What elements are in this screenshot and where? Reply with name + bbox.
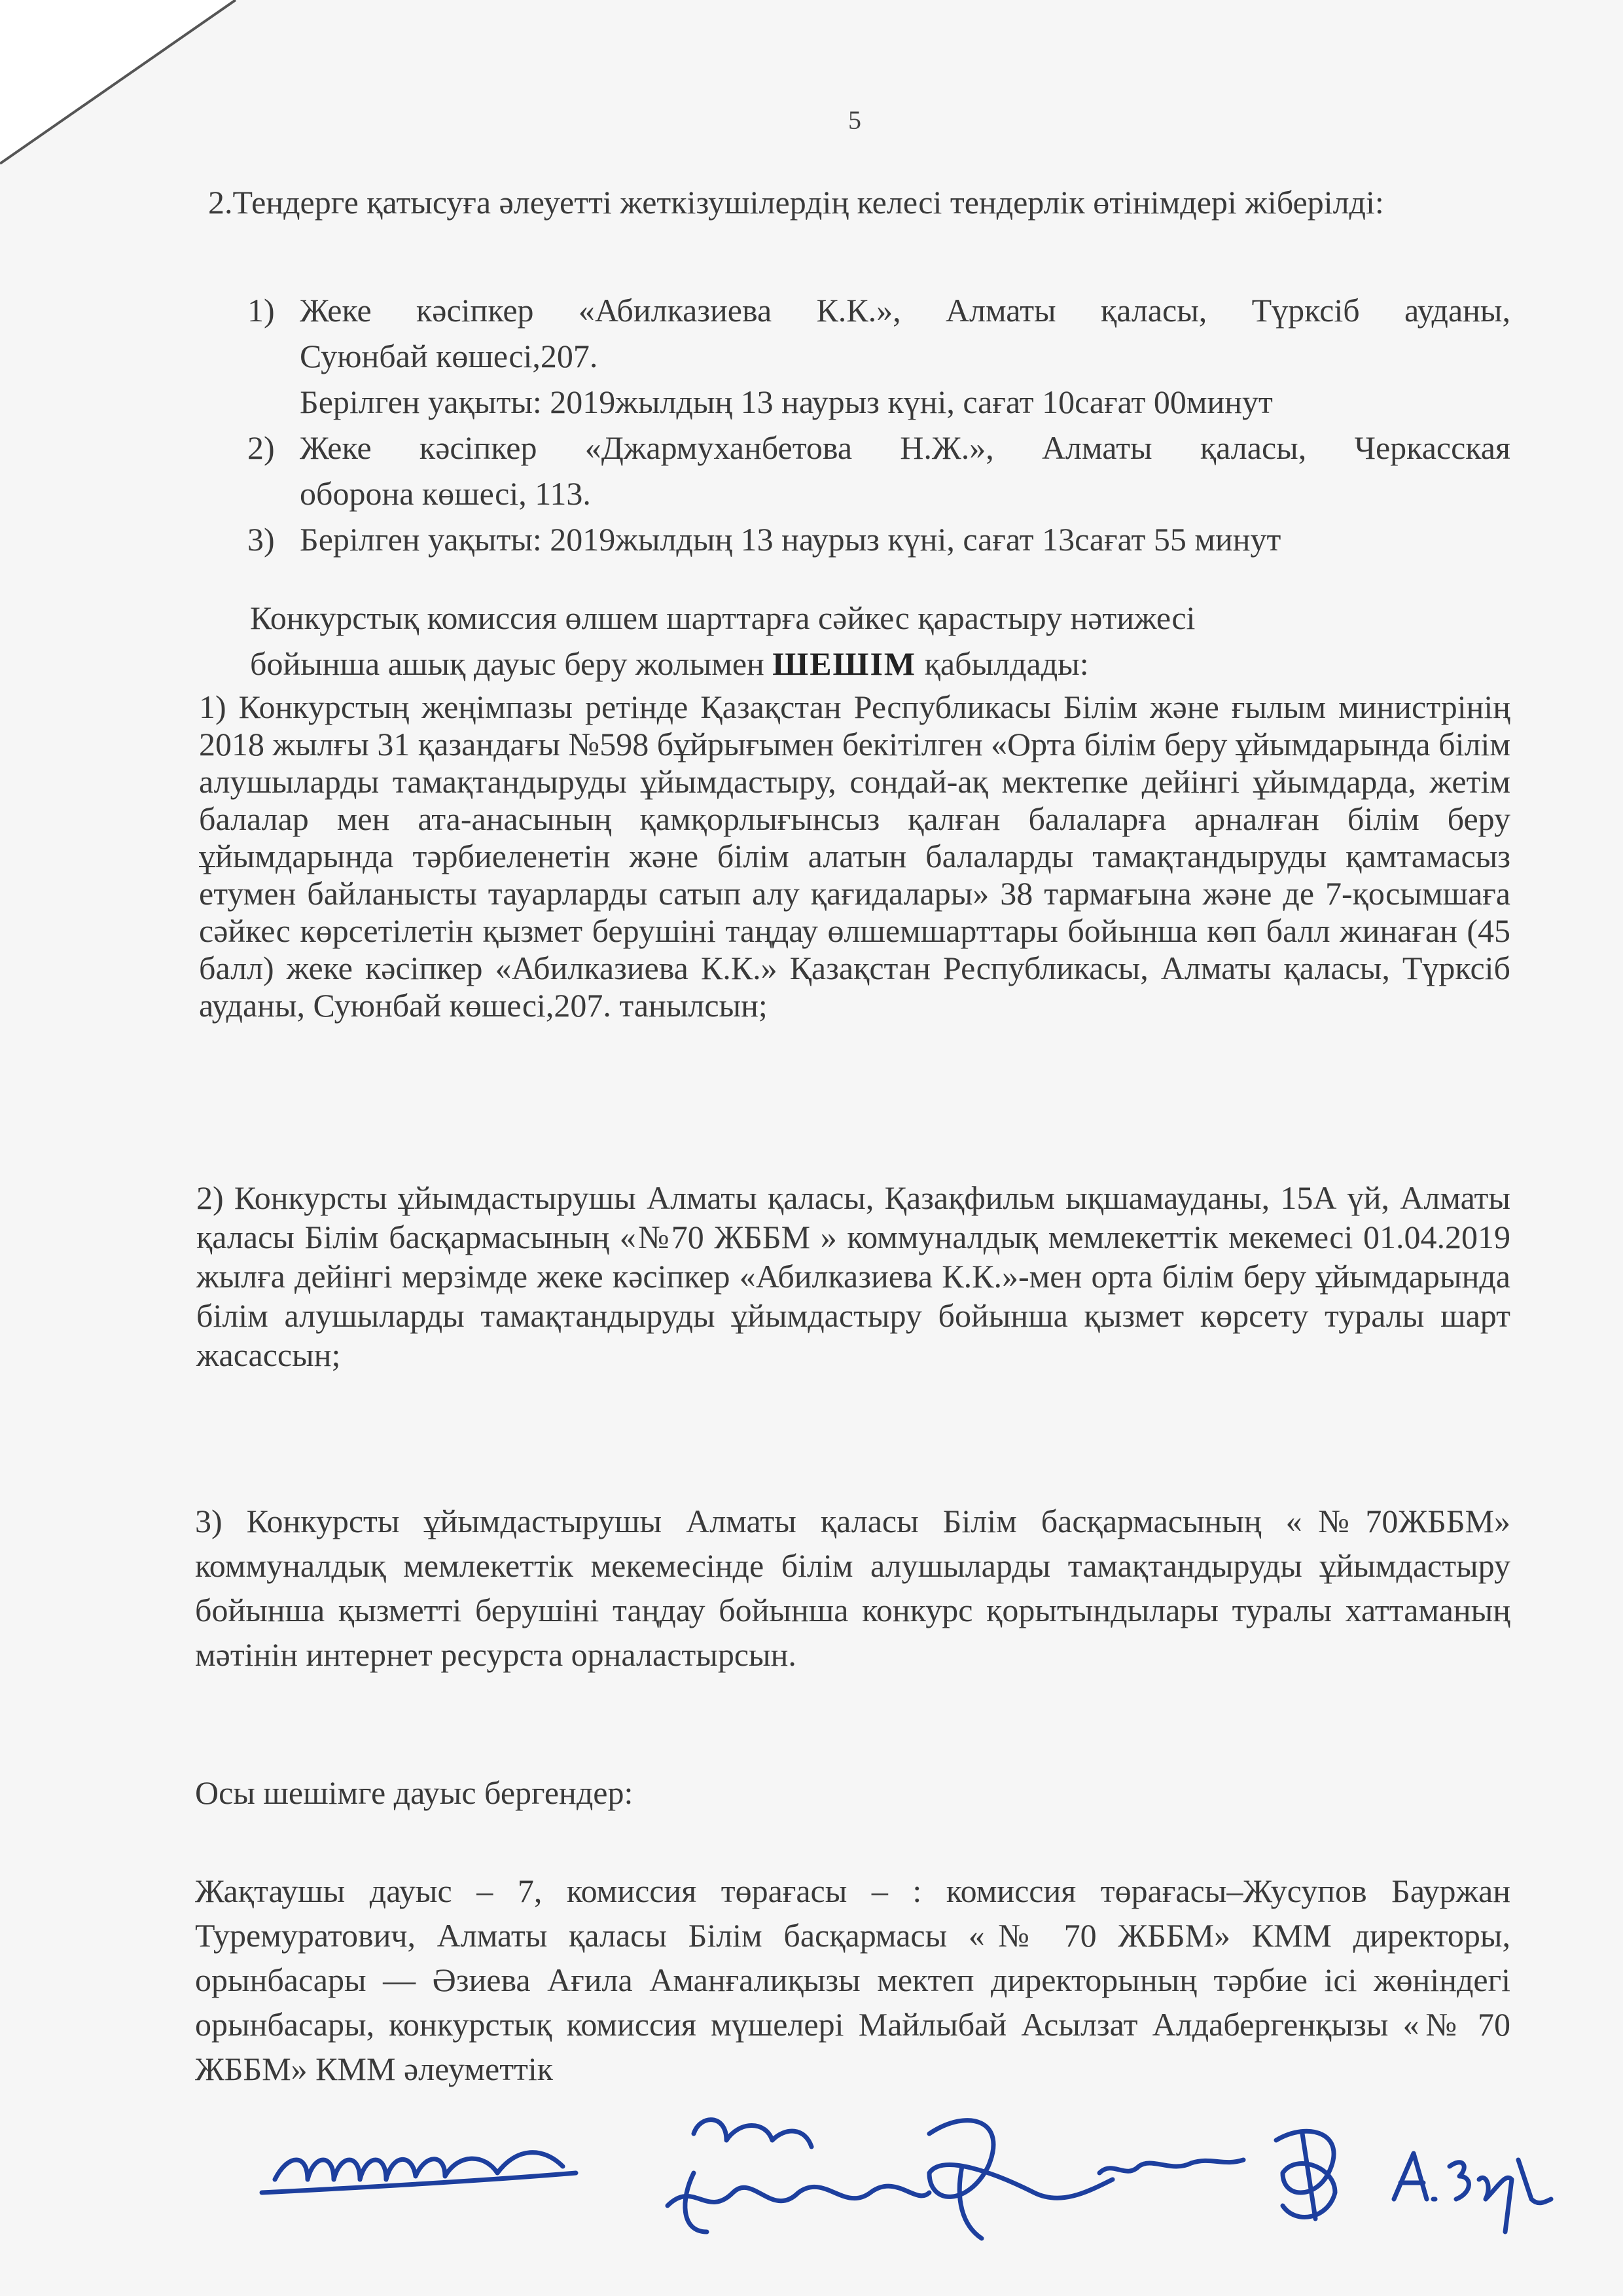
folded-corner-mark xyxy=(0,0,275,170)
signatures-area xyxy=(0,2094,1623,2291)
decision-intro-line1: Конкурстық комиссия өлшем шарттарға сәйкес қарастыру нәтижесі xyxy=(250,600,1196,636)
supplier-1-number: 1) xyxy=(247,292,275,329)
decision-intro-tail: қабылдады: xyxy=(924,645,1089,682)
supplier-1-line1: Жеке кәсіпкер «Абилказиева К.К.», Алматы қаласы, Түрксіб ауданы, xyxy=(300,292,1510,329)
votes-text: Жақтаушы дауыс – 7, комиссия төрағасы – : комиссия төрағасы–Жусупов Бауржан Туремуратович, Алматы қаласы Білім басқармасы «№ 70 ЖББМ» КММ директоры, орынбасары — Әзиева Ағила Аманғалиқызы мектеп директорының тәрбие ісі жөніндегі орынбасары, конкурстық комиссия мүшелері Майлыбай Асылзат Алдабергенқызы «№ 70 ЖББМ» КММ әлеуметтік xyxy=(195,1873,1510,2087)
decision-item-3: 3) Конкурсты ұйымдастырушы Алматы қаласы Білім басқармасының «№70ЖББМ» коммуналдық мемлекеттік мекемесінде білім алушыларды тамақтандыруды ұйымдастыру бойынша қызметті берушіні таңдау бойынша конкурс қорытындылары туралы хаттаманың мәтінін интернет ресурста орналастырсын. xyxy=(195,1503,1510,1673)
voters-heading: Осы шешімге дауыс бергендер: xyxy=(195,1774,633,1811)
decision-intro-line2 xyxy=(250,645,1428,683)
supplier-1-line2: Суюнбай көшесі,207. xyxy=(300,338,598,374)
supplier-3-line1: Берілген уақыты: 2019жылдың 13 наурыз күні, сағат 13сағат 55 минут xyxy=(300,521,1281,558)
handwritten-signatures xyxy=(0,2094,1623,2291)
decision-item-1: 1) Конкурстың жеңімпазы ретінде Қазақстан Республикасы Білім және ғылым министрінің 2018 жылғы 31 қазандағы №598 бұйрығымен бекітілген «Орта білім беру ұйымдарында білім алушыларды тамақтандыруды ұйымдастыру, сондай-ақ мектепке дейінгі ұйымдарда, жетім балалар мен ата-анасының қамқорлығынсыз қалған балаларға арналған білім беру ұйымдарында тәрбиеленетін және білім алатын балаларды тамақтандыруды қамтамасыз етумен байланысты тауарларды сатып алу қағидалары» 38 тармағына және де 7-қосымшаға сәйкес көрсетілетін қызмет берушіні таңдау өлшемшарттары бойынша көп балл жинаған (45 балл) жеке кәсіпкер «Абилказиева К.К.» Қазақстан Республикасы, Алматы қаласы, Түрксіб ауданы, Суюнбай көшесі,207. танылсын; xyxy=(199,689,1510,1024)
supplier-2-line2: оборона көшесі, 113. xyxy=(300,475,591,512)
decision-intro-text: бойынша ашық дауыс беру жолымен xyxy=(250,645,764,682)
page-number: 5 xyxy=(848,105,861,135)
supplier-3-number: 3) xyxy=(247,521,275,558)
decision-item-2: 2) Конкурсты ұйымдастырушы Алматы қаласы, Қазақфильм ықшамауданы, 15А үй, Алматы қаласы Білім басқармасының «№70 ЖББМ » коммуналдық мемлекеттік мекемесі 01.04.2019 жылға дейінгі мерзімде жеке кәсіпкер «Абилказиева К.К.»-мен орта білім беру ұйымдарында білім алушыларды тамақтандыруды ұйымдастыру бойынша қызмет көрсету туралы шарт жасассын; xyxy=(196,1179,1510,1373)
supplier-2-line1: Жеке кәсіпкер «Джармуханбетова Н.Ж.», Алматы қаласы, Черкасская xyxy=(300,429,1510,466)
supplier-2-number: 2) xyxy=(247,429,275,466)
decision-word: ШЕШІМ xyxy=(772,645,917,682)
tender-intro: 2.Тендерге қатысуға әлеуетті жеткізушілердің келесі тендерлік өтінімдері жіберілді: xyxy=(208,184,1384,221)
supplier-1-line3: Берілген уақыты: 2019жылдың 13 наурыз күні, сағат 10сағат 00минут xyxy=(300,384,1273,420)
